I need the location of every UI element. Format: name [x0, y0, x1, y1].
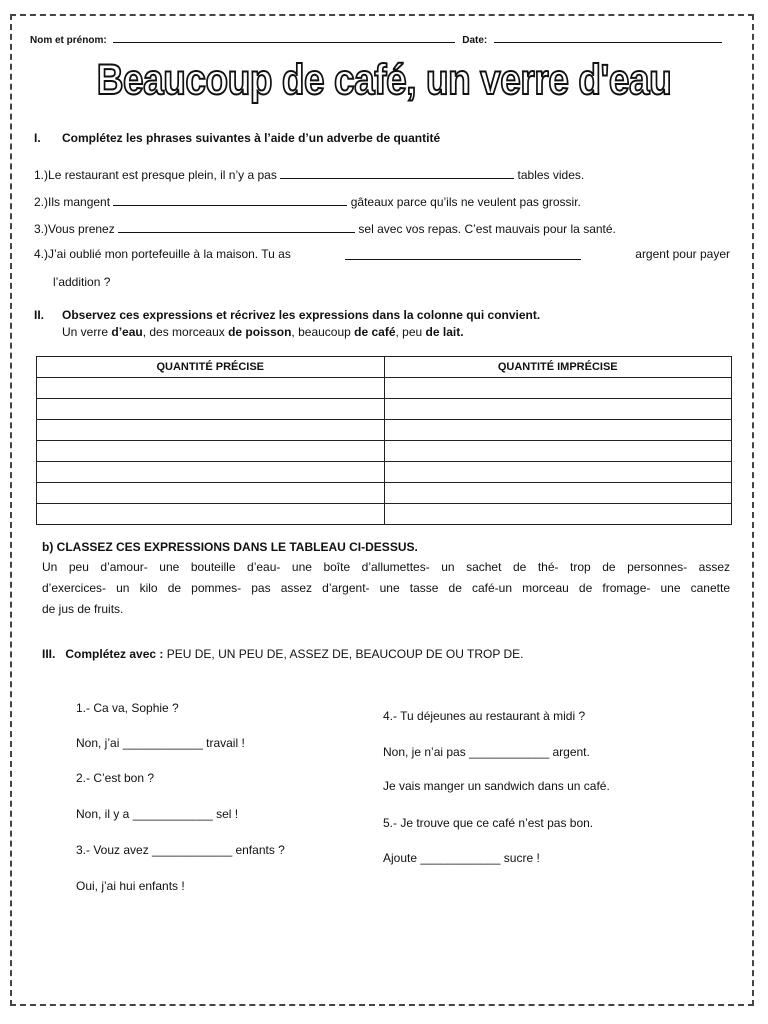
exercise1-item-1: 1.)Le restaurant est presque plein, il n’y a pas tables vides.	[34, 168, 585, 182]
table-cell[interactable]	[384, 483, 732, 504]
section2b-expressions: Un peu d’amour- une bouteille d’eau- une boîte d’allumettes- un sachet de thé- trop de personnes- assez d’exercices- un kilo de pommes- pas assez d’argent- une tasse de café-un morceau de fromage- une canette de jus de fruits.	[42, 560, 730, 616]
dialogue-left-2: Non, j’ai ____________ travail !	[76, 736, 245, 750]
answer-blank[interactable]	[113, 193, 347, 206]
table-cell[interactable]	[37, 483, 385, 504]
dialogue-left-1: 1.- Ca va, Sophie ?	[76, 701, 179, 715]
answer-blank[interactable]	[118, 220, 355, 233]
dialogue-left-5: 3.- Vouz avez ____________ enfants ?	[76, 843, 285, 857]
exercise1-item-4-cont: l’addition ?	[53, 275, 111, 289]
date-label: Date:	[462, 35, 488, 46]
answer-blank[interactable]	[345, 247, 581, 260]
exercise1-item-4: 4.)J’ai oublié mon portefeuille à la maison. Tu as argent pour payer	[34, 247, 730, 261]
name-label: Nom et prénom:	[30, 35, 107, 46]
dialogue-right-4: 5.- Je trouve que ce café n’est pas bon.	[383, 816, 594, 830]
name-field[interactable]	[113, 32, 455, 43]
table-cell[interactable]	[384, 441, 732, 462]
section2-heading: Observez ces expressions et récrivez les expressions dans la colonne qui convient.	[62, 308, 541, 322]
section2b-label: b) CLASSEZ CES EXPRESSIONS DANS LE TABLEAU CI-DESSUS.	[42, 540, 418, 554]
table-header-row	[37, 357, 732, 378]
page-title: Beaucoup de café, un verre d'eau	[96, 56, 672, 104]
table-cell[interactable]	[37, 441, 385, 462]
table-cell[interactable]	[37, 378, 385, 399]
dialogue-right-3: Je vais manger un sandwich dans un café.	[383, 779, 610, 793]
section3-heading-line: III. Complétez avec : PEU DE, UN PEU DE, ASSEZ DE, BEAUCOUP DE OU TROP DE.	[42, 647, 524, 661]
table-cell[interactable]	[384, 378, 732, 399]
table-cell[interactable]	[37, 420, 385, 441]
header-precise: QUANTITÉ PRÉCISE	[37, 357, 385, 378]
header-line	[30, 32, 722, 46]
table-row	[37, 441, 732, 462]
table-cell[interactable]	[37, 504, 385, 525]
header-imprecise: QUANTITÉ IMPRÉCISE	[384, 357, 732, 378]
exercise1-item-2: 2.)Ils mangent gâteaux parce qu’ils ne veulent pas grossir.	[34, 195, 581, 209]
section1-heading: Complétez les phrases suivantes à l’aide d’un adverbe de quantité	[62, 131, 441, 145]
table-cell[interactable]	[37, 399, 385, 420]
table-row	[37, 462, 732, 483]
table-cell[interactable]	[384, 420, 732, 441]
table-cell[interactable]	[384, 462, 732, 483]
dialogue-left-4: Non, il y a ____________ sel !	[76, 807, 239, 821]
table-row	[37, 399, 732, 420]
table-row	[37, 483, 732, 504]
table-row	[37, 504, 732, 525]
table-row	[37, 420, 732, 441]
dialogue-left-3: 2.- C’est bon ?	[76, 771, 155, 785]
dialogue-right-5: Ajoute ____________ sucre !	[383, 851, 540, 865]
section2-examples: Un verre d’eau, des morceaux de poisson, beaucoup de café, peu de lait.	[62, 325, 464, 339]
answer-blank[interactable]	[280, 166, 514, 179]
table-row	[37, 378, 732, 399]
table-cell[interactable]	[37, 462, 385, 483]
dialogue-left-6: Oui, j’ai hui enfants !	[76, 879, 185, 893]
dialogue-right-2: Non, je n’ai pas ____________ argent.	[383, 745, 590, 759]
table-cell[interactable]	[384, 399, 732, 420]
classification-table	[36, 356, 732, 525]
dialogue-right-1: 4.- Tu déjeunes au restaurant à midi ?	[383, 709, 586, 723]
section2-number: II.	[34, 308, 45, 322]
exercise1-item-3: 3.)Vous prenez sel avec vos repas. C’est mauvais pour la santé.	[34, 222, 616, 236]
table-cell[interactable]	[384, 504, 732, 525]
date-field[interactable]	[494, 32, 722, 43]
section1-number: I.	[34, 131, 41, 145]
